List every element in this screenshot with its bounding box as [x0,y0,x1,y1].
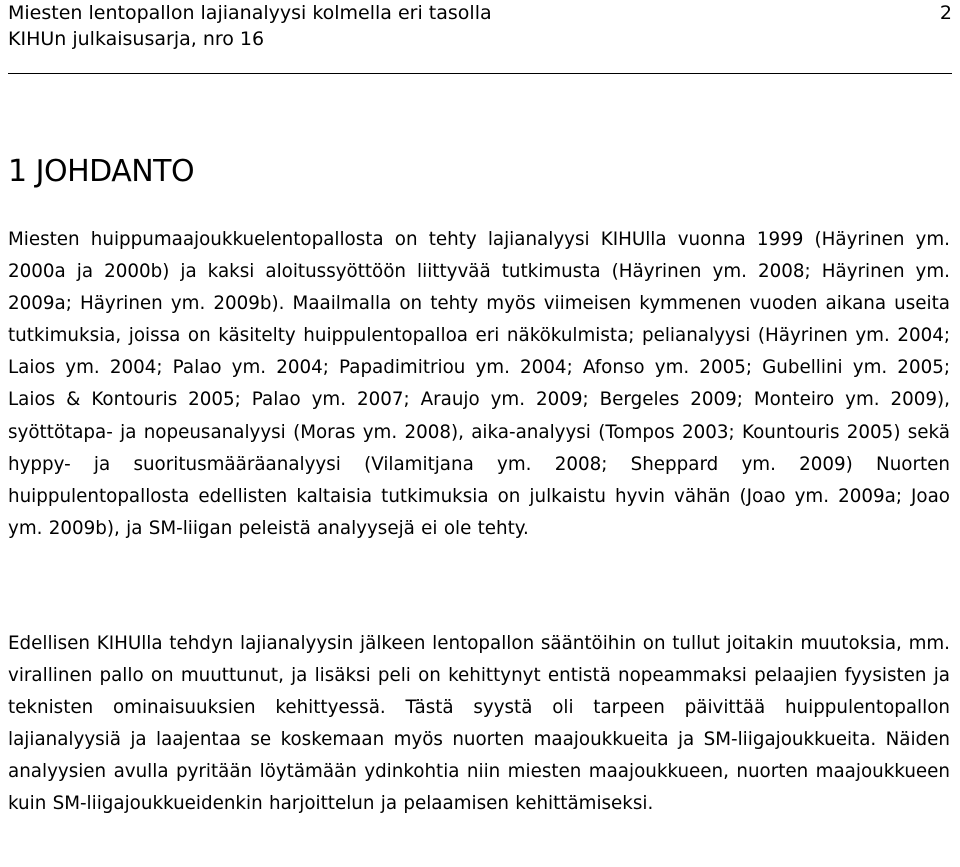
page-number: 2 [939,2,952,24]
running-header [8,0,952,52]
series-name: KIHUn julkaisusarja, nro 16 [8,28,265,50]
body-paragraph-1: Miesten huippumaajoukkuelentopallosta on tehty lajianalyysi KIHUlla vuonna 1999 (Häyrinen ym. 2000a ja 2000b) ja kaksi aloitussyöttöön liittyvää tutkimusta (Häyrinen ym. 2008; Häyrinen ym. 2009a; Häyrinen ym. 2009b). Maailmalla on tehty myös viimeisen kymmenen vuoden aikana useita tutkimuksia, joissa on käsitelty huippulentopalloa eri näkökulmista; pelianalyysi (Häyrinen ym. 2004; Laios ym. 2004; Palao ym. 2004; Papadimitriou ym. 2004; Afonso ym. 2005; Gubellini ym. 2005; Laios & Kontouris 2005; Palao ym. 2007; Araujo ym. 2009; Bergeles 2009; Monteiro ym. 2009), syöttötapa- ja nopeusanalyysi (Moras ym. 2008), aika-analyysi (Tompos 2003; Kountouris 2005) sekä hyppy- ja suoritusmääräanalyysi (Vilamitjana ym. 2008; Sheppard ym. 2009) Nuorten huippulentopallosta edellisten kaltaisia tutkimuksia on julkaistu hyvin vähän (Joao ym. 2009a; Joao ym. 2009b), ja SM-liigan peleistä analyysejä ei ole tehty. [8,229,950,539]
document-title: Miesten lentopallon lajianalyysi kolmella eri tasolla [8,2,492,24]
body-paragraph-2: Edellisen KIHUlla tehdyn lajianalyysin jälkeen lentopallon sääntöihin on tullut joitakin muutoksia, mm. virallinen pallo on muuttunut, ja lisäksi peli on kehittynyt entistä nopeammaksi pelaajien fyysisten ja teknisten ominaisuuksien kehittyessä. Tästä syystä oli tarpeen päivittää huippulentopallon lajianalyysiä ja laajentaa se koskemaan myös nuorten maajoukkueita ja SM-liigajoukkueita. Näiden analyysien avulla pyritään löytämään ydinkohtia niin miesten maajoukkueen, nuorten maajoukkueen kuin SM-liigajoukkueidenkin harjoittelun ja pelaamisen kehittämiseksi. [8,633,950,815]
header-divider [8,73,952,74]
chapter-heading: 1 JOHDANTO [8,154,195,189]
